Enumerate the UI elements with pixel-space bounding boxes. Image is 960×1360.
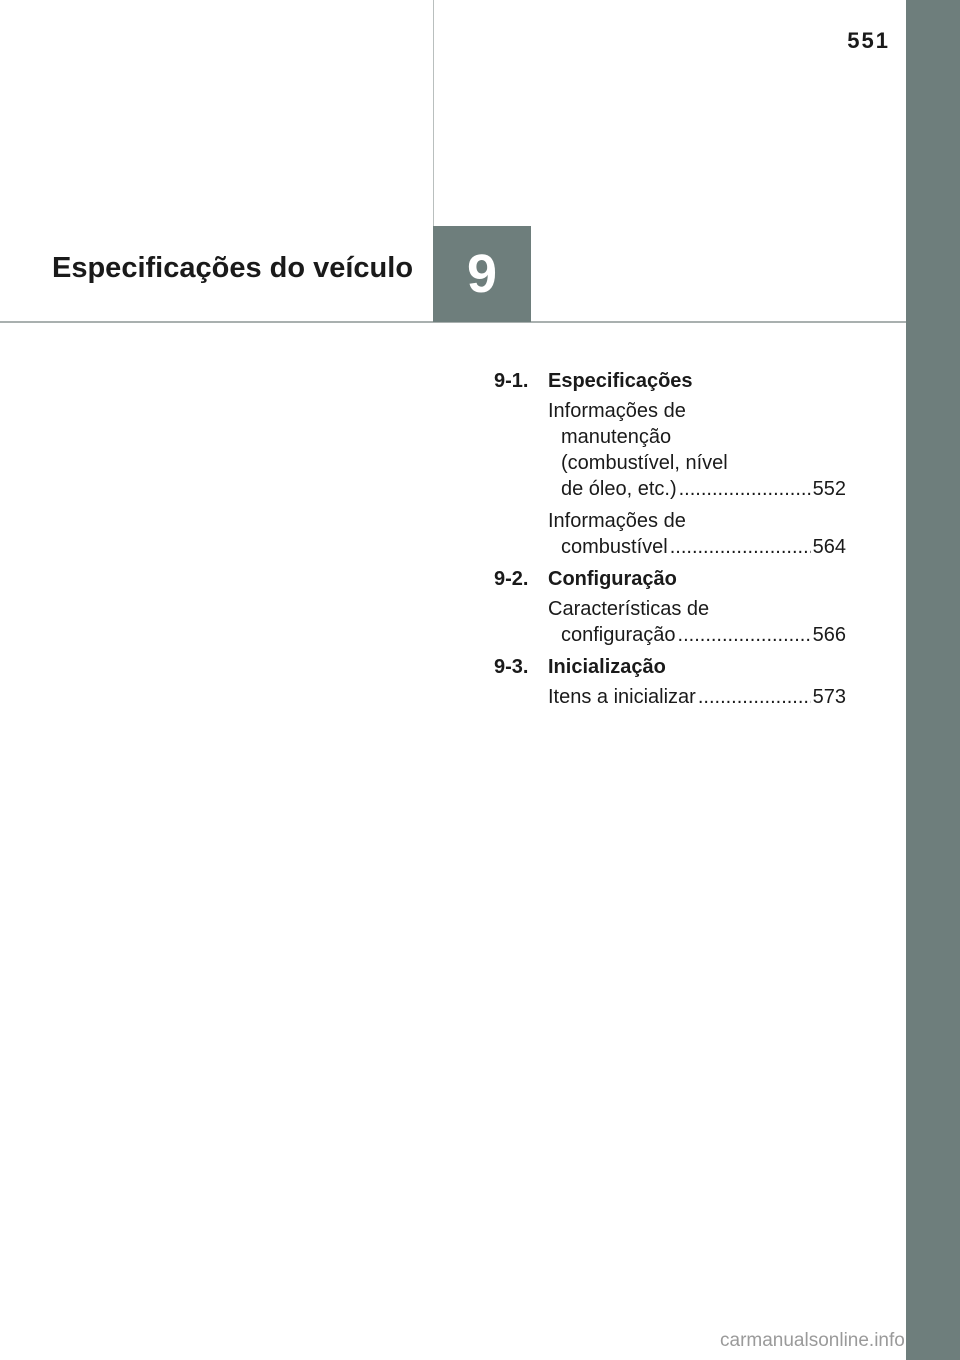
vertical-divider [433,0,434,226]
section-heading[interactable] [494,368,846,394]
section-title: Inicialização [548,656,666,678]
toc-section-9-3 [494,654,846,710]
leader-dots [678,622,811,648]
section-title: Especificações [548,370,693,392]
entry-line: de óleo, etc.) [561,478,677,500]
entry-leader-line [548,476,846,502]
section-number: 9-3. [494,656,529,678]
entry-line: manutenção [561,426,672,448]
entry-page-number: 564 [812,536,846,558]
toc-section-9-1 [494,368,846,560]
side-chapter-tab [906,0,960,1360]
entry-page-number: 566 [812,624,846,646]
entry-line: Características de [548,598,710,620]
page-number: 551 [847,28,890,53]
entry-page-number: 573 [812,686,846,708]
entry-line: (combustível, nível [561,452,728,474]
toc-entry-configuration-features[interactable] [548,596,846,648]
watermark: carmanualsonline.info [720,1330,905,1351]
section-title: Configuração [548,568,677,590]
leader-dots [679,476,811,502]
entry-line: Informações de [548,510,686,532]
toc-section-9-2 [494,566,846,648]
entry-line: configuração [561,624,676,646]
chapter-number: 9 [466,244,498,304]
entry-page-number: 552 [812,478,846,500]
toc-entry-items-to-initialize[interactable] [548,684,846,710]
toc-entry-fuel-info[interactable] [548,508,846,560]
entry-leader-line [548,684,846,710]
entry-line: Itens a inicializar [548,686,696,708]
chapter-title: Especificações do veículo [52,252,414,284]
toc-entry-maintenance-info[interactable] [548,398,846,502]
entry-line: Informações de [548,400,686,422]
leader-dots [698,684,811,710]
entry-leader-line [548,622,846,648]
entry-leader-line [548,534,846,560]
leader-dots [670,534,811,560]
section-number: 9-2. [494,568,529,590]
section-heading[interactable] [494,654,846,680]
section-heading[interactable] [494,566,846,592]
chapter-number-block [433,226,531,322]
entry-line: combustível [561,536,668,558]
section-number: 9-1. [494,370,529,392]
table-of-contents [494,368,846,716]
